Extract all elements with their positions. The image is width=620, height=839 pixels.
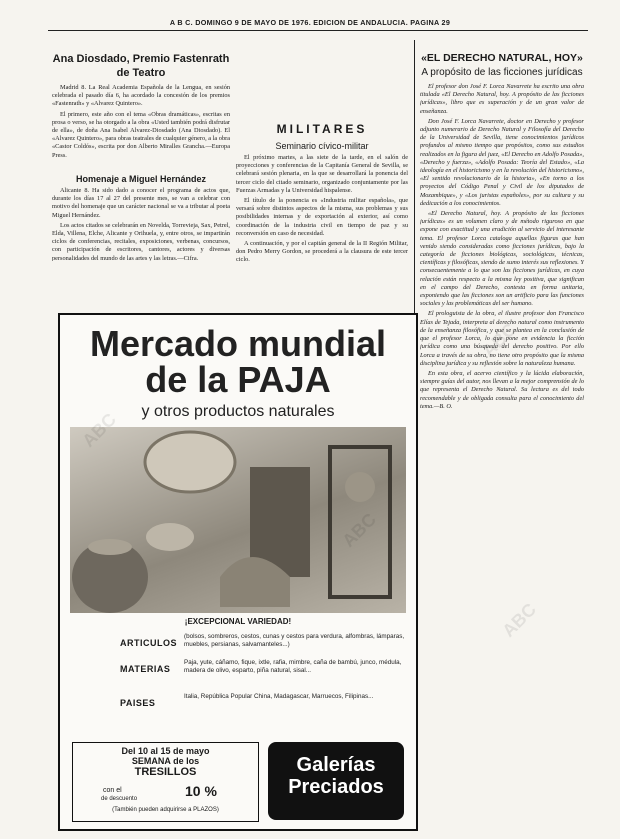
article-body-2 [52,187,230,261]
article-body [236,154,408,304]
paises-label: PAISES [120,698,156,708]
sale-percent: 10 % [185,783,217,799]
article-militares [236,52,408,304]
watermark: ABC [338,509,381,552]
advertisement [58,313,418,831]
ad-title-line1: Mercado mundial [89,323,387,364]
materias-label: MATERIAS [120,664,171,674]
sale-tresillos: TRESILLOS [134,766,197,778]
sale-con: con el [103,787,122,794]
tray-shape [146,523,194,551]
article-title: «EL DERECHO NATURAL, HOY» [421,52,583,64]
paragraph: El prologuista de la obra, el ilustre profesor don Francisco Elías de Tejada, interpreta al derecho natural como instrumento de la enseñanza filosófica, y que se plantea en la conclusión de que el profesor Lorca, lo que pone en evidencia la ficción jurídica como una búsqueda del derecho positivo. Por ello Lorca a través de su obra, no tiene otro propósito que la misma disciplina jurídica y su reflexión sobre la naturaleza humana. [420,310,584,367]
paragraph: En esta obra, el acervo científico y la lúcida elaboración, siempre guías del autor, nos llevan a la mejor comprensión de lo que representa el Derecho Natural. Su lectura es del todo recomendable y de obligada consulta para el conocimiento del tema.—B. O. [420,369,584,410]
sale-box [72,742,259,822]
articulos-text: (bolsos, sombreros, cestos, cunas y cestos para verdura, alfombras, lámparas, muebles, persianas, salvamanteles...) [184,633,405,648]
ad-title-line2: de la PAJA [145,359,331,400]
paises-text: Italia, República Popular China, Madagascar, Marruecos, Filipinas... [184,693,374,700]
materias-text: Paja, yute, cáñamo, fique, ixtle, rafia, mimbre, caña de bambú, junco, médula, madera de olivo, esparto, piña natural, sisal... [184,659,402,674]
article-subtitle: A propósito de las ficciones jurídicas [421,67,583,78]
round-mat-shape [145,432,235,492]
paragraph: El título de la ponencia es «Industria militar española», que versará sobre distintos aspectos de la misma, sus problemas y sus posibilidades internas y de exportación al exterior, así como coordinación de la industria civil en tiempo de paz y su reconversión en caso de necesidad. [236,197,408,237]
paises-label-wrap [120,693,155,711]
paragraph: Madrid 8. La Real Academia Española de la Lengua, en sesión celebrada el pasado día 6, ha acordado la concesión de los premios «Fastenrath» y «Alvarez Quintero». [52,84,230,108]
watermark: ABC [78,409,121,452]
sale-dates: Del 10 al 15 de mayo [121,746,210,756]
logo-line2: Preciados [288,776,384,798]
paragraph: Alicante 8. Ha sido dado a conocer el programa de actos que, durante los días 17 al 27 del presente mes, se van a celebrar con motivo del homenaje que un carácter nacional se va a tributar al poeta Miguel Hernández. [52,187,230,219]
paragraph: Los actos citados se celebrarán en Novelda, Torrevieja, Sax, Petrel, Elda, Villena, Elche, Alicante y Orihuela, y, entre otros, se impartirán ciclos de conferencias, recitales, exposiciones, verbenas, concursos, con participación de escritores, cantores, actores y diversas personalidades del mundo de las artes y las letras.—Cifra. [52,221,230,261]
page-header: A B C. DOMINGO 9 DE MAYO DE 1976. EDICION DE ANDALUCIA. PAGINA 29 [169,18,451,27]
sale-discount-label: de descuento [101,796,138,802]
sale-week: SEMANA de los [131,756,200,766]
paragraph: A continuación, y por el capitán general de la II Región Militar, don Pedro Merry Gordon, se procederá a la clausura de este tercer ciclo. [236,240,408,264]
article-ana-diosdado [52,52,230,261]
sale-note: (También pueden adquirirse a PLAZOS) [112,807,219,813]
ad-subtitle: y otros productos naturales [141,403,335,420]
paragraph: El próximo martes, a las siete de la tarde, en el salón de proyecciones y conferencias de la Capitanía General de Sevilla, se celebrará sesión plenaria, en la que se desarrollará la ponencia del tercer ciclo del citado seminario, organizado conjuntamente por las Fuerzas Armadas y la Universidad hispalense. [236,154,408,194]
header-rule [48,30,588,31]
paragraph: El profesor don José F. Lorca Navarrete ha escrito una obra titulada «El Derecho Natural, hoy. A propósito de las ficciones jurídicas», libro que es superación y de un gran valor de enseñanza. [420,83,584,115]
basket-rim [88,539,132,555]
articulos-label-wrap [120,633,180,651]
paragraph: El primero, este año con el tema «Obras dramáticas», escritas en prosa o verso, se ha otorgado a la obra «Usted también podrá disfrutar de ella», de doña Ana Isabel Alvarez-Diosdado (Ana Diosdado). El «Alvarez Quintero», para obras teatrales de cualquier género, a la obra «Castor Coldós», escrita por don Alberto Miralles Grancha.—Europa Press. [52,110,230,159]
article-body [420,83,584,823]
section-title: MILITARES [276,122,368,136]
watermark: ABC [478,319,521,362]
materias-label-wrap [120,659,170,677]
logo-line1: Galerías [296,754,376,776]
subsection-title: Homenaje a Miguel Hernández [75,174,207,184]
article-body [52,84,230,168]
ad-variety: ¡EXCEPCIONAL VARIEDAD! [184,617,292,626]
hat-shape [345,472,375,502]
article-derecho-natural [420,52,584,823]
watermark: ABC [498,599,541,642]
paragraph: Don José F. Lorca Navarrete, doctor en Derecho y profesor adjunto numerario de Derecho Natural y Filosofía del Derecho de la Universidad de Sevilla, tiene conocimientos jurídicos profundos al mismo tiempo que propósitos, como sus estudios realizados en la figura del juez, «El Derecho en Adolfo Posada», «Derecho y fuerza», «Adolfo Posada: Teoría del Estado», «La ideología en el historicismo y en la revolución del historicismo», «El sentido revolucionario de la historia», «En torno a los proyectos del Código Penal y Civil de los diputados de Mozambique», y «Los juristas españoles», por su cultura y su dedicación a los conocimientos. [420,117,584,207]
paragraph: «El Derecho Natural, hoy. A propósito de las ficciones jurídicas» es un volumen claro y de método riguroso en que expone con exactitud y una erudición al servicio del interesante tema. El profesor Lorca cataloga aquellas figuras que han venido siendo consideradas como ficciones jurídicas, bajo la categoría de ficciones biológicas, sociológicas, técnicas, científicas y filosóficas, siendo de sumo interés sus reflexiones. Y consecuentemente a lo que son las ficciones jurídicas, en cuya relación están respecto a la misma ley positiva, que significan en el campo del Derecho, contesta en forma unitaria, exponiendo que las ficciones son un artificio para las funciones sociales y las problemáticas del ser humano. [420,210,584,308]
articulos-label: ARTICULOS [120,638,177,648]
galerias-preciados-logo [268,742,404,820]
article-title: Ana Diosdado, Premio Fastenrath de Teatro [52,53,230,79]
subsection-title: Seminario cívico-militar [275,141,369,151]
